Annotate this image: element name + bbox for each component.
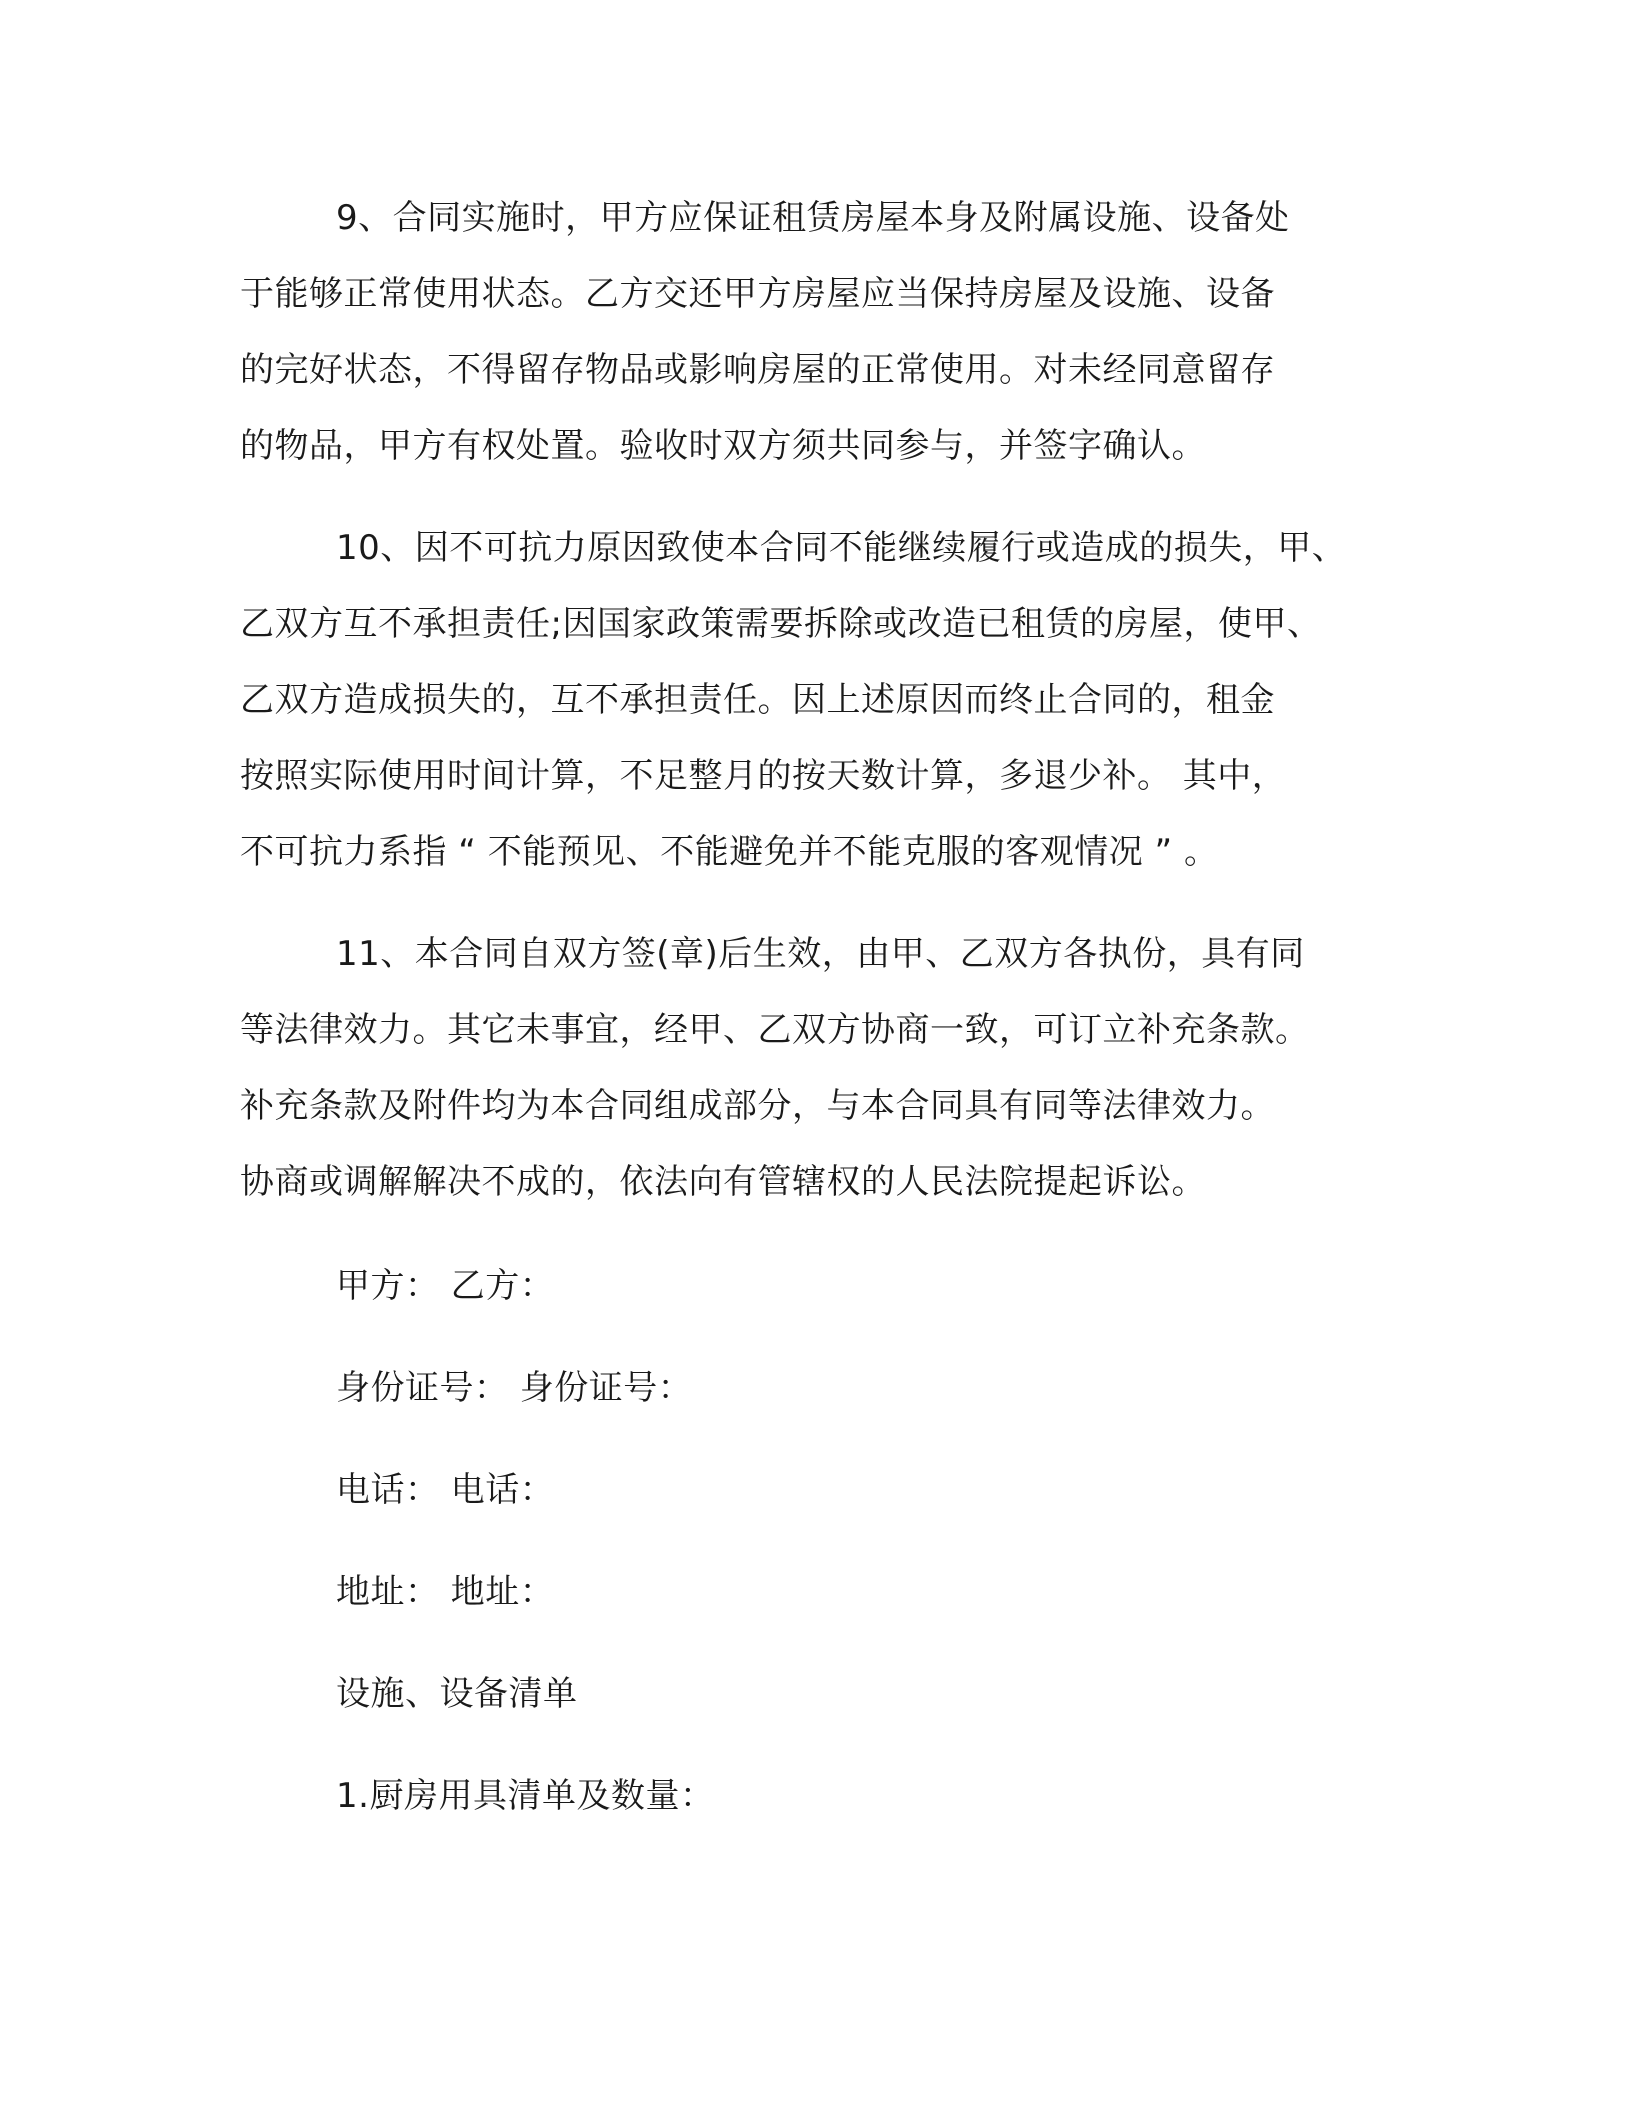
clause-10-line-5: 不可抗力系指 “ 不能预见、不能避免并不能克服的客观情况 ” 。 (240, 832, 1219, 872)
clause-10-line-1: 10、因不可抗力原因致使本合同不能继续履行或造成的损失，甲、 (336, 528, 1347, 568)
clause-9-line-3: 的完好状态，不得留存物品或影响房屋的正常使用。对未经同意留存 (240, 350, 1275, 390)
signature-phone-line: 电话： 电话： (336, 1470, 555, 1510)
signature-id-line: 身份证号： 身份证号： (336, 1368, 693, 1408)
clause-10-line-4: 按照实际使用时间计算，不足整月的按天数计算，多退少补。 其中， (240, 756, 1287, 796)
clause-11-line-2: 等法律效力。其它未事宜，经甲、乙双方协商一致，可订立补充条款。 (240, 1010, 1310, 1050)
signature-party-line: 甲方： 乙方： (336, 1266, 555, 1306)
clause-9-line-2: 于能够正常使用状态。乙方交还甲方房屋应当保持房屋及设施、设备 (240, 274, 1275, 314)
clause-11-line-4: 协商或调解解决不成的，依法向有管辖权的人民法院提起诉讼。 (240, 1162, 1206, 1202)
equipment-list-title: 设施、设备清单 (336, 1674, 578, 1714)
clause-9-line-4: 的物品，甲方有权处置。验收时双方须共同参与，并签字确认。 (240, 426, 1206, 466)
clause-10-line-3: 乙双方造成损失的，互不承担责任。因上述原因而终止合同的，租金 (240, 680, 1275, 720)
kitchen-items-line: 1.厨房用具清单及数量： (336, 1776, 715, 1816)
clause-11-line-1: 11、本合同自双方签(章)后生效，由甲、乙双方各执份，具有同 (336, 934, 1305, 974)
clause-11-line-3: 补充条款及附件均为本合同组成部分，与本合同具有同等法律效力。 (240, 1086, 1275, 1126)
clause-10-line-2: 乙双方互不承担责任;因国家政策需要拆除或改造已租赁的房屋，使甲、 (240, 604, 1322, 644)
signature-address-line: 地址： 地址： (336, 1572, 555, 1612)
clause-9-line-1: 9、合同实施时，甲方应保证租赁房屋本身及附属设施、设备处 (336, 198, 1290, 238)
